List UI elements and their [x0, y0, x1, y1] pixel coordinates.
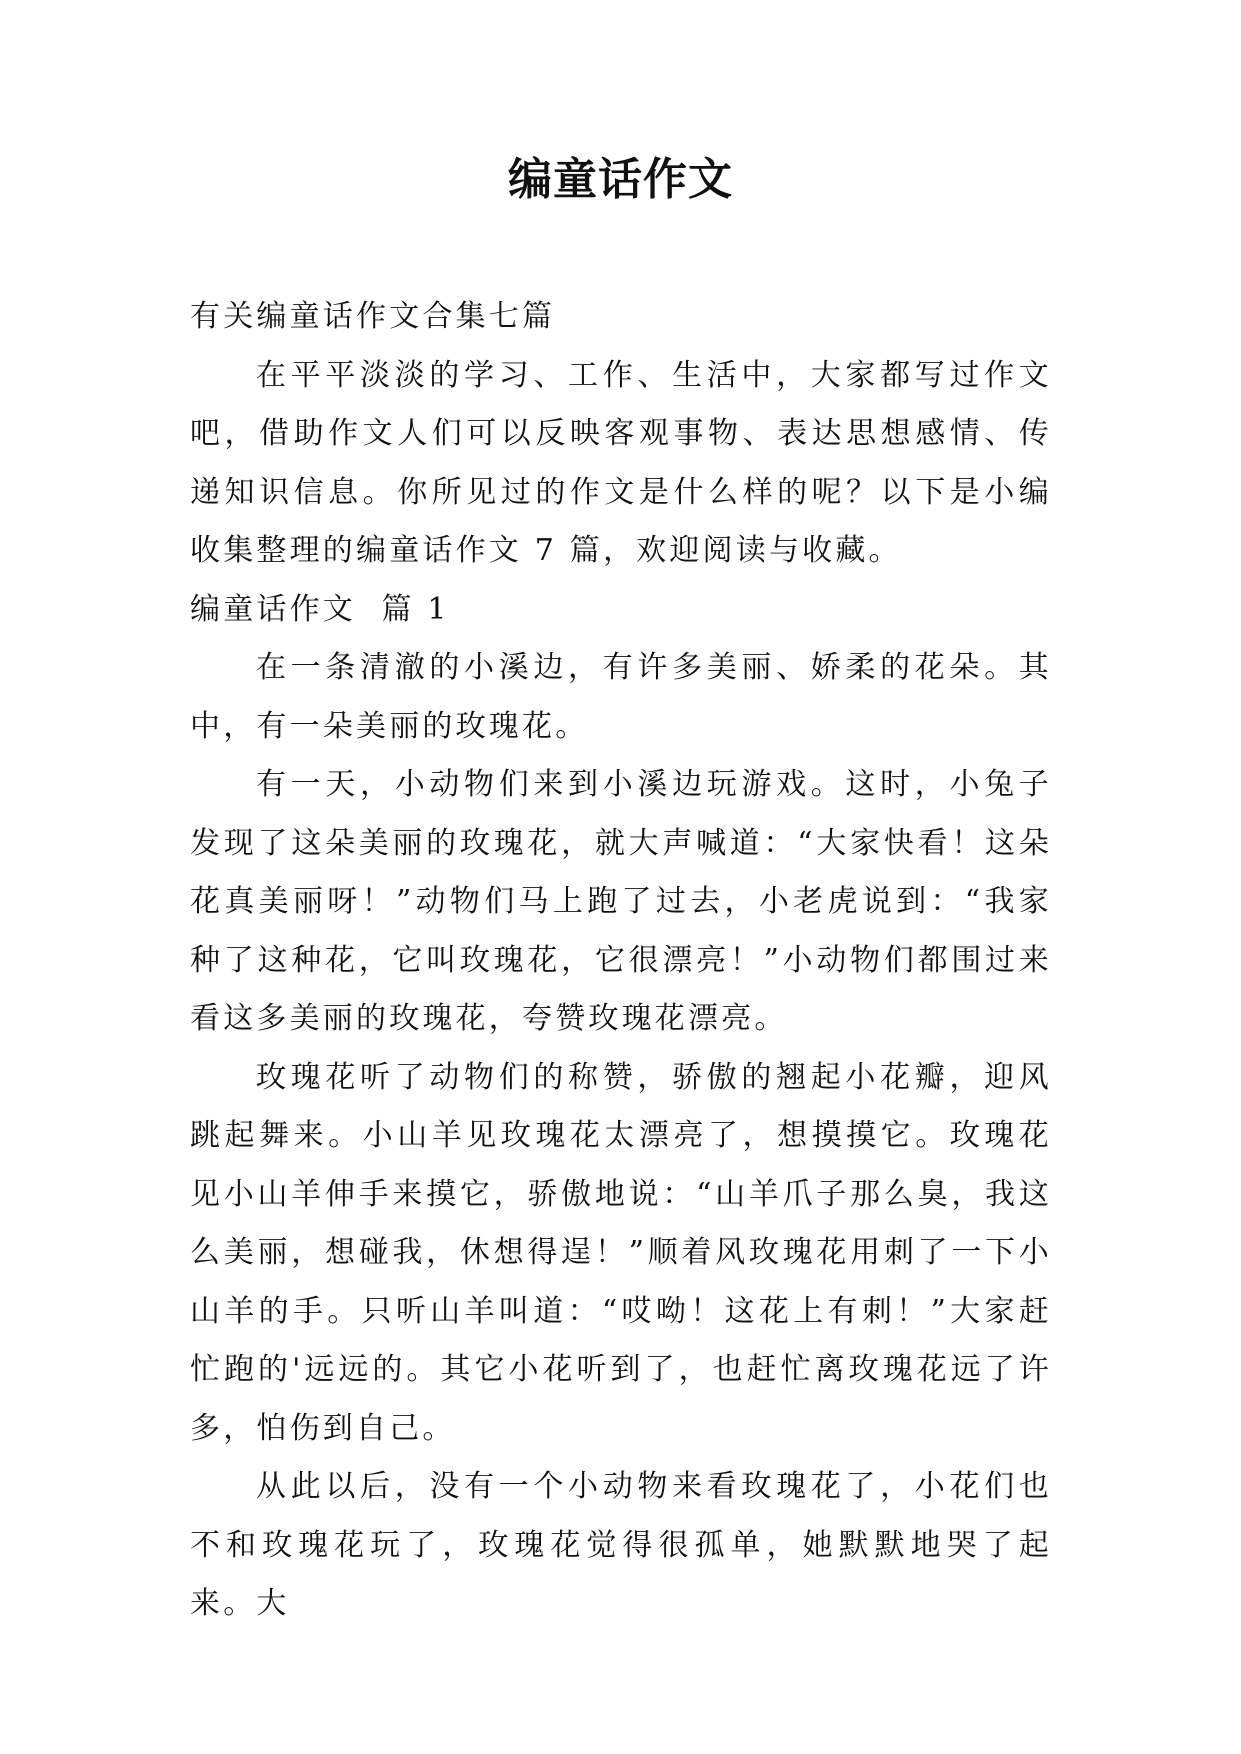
section-heading: 编童话作文 篇 1 [190, 591, 450, 627]
document-title: 编童话作文 [508, 154, 733, 205]
story-paragraph-2: 有一天，小动物们来到小溪边玩游戏。这时，小兔子发现了这朵美丽的玫瑰花，就大声喊道：“大家快看！这朵花真美丽呀！”动物们马上跑了过去，小老虎说到：“我家种了这种花，它叫玫瑰花，它很漂亮！”小动物们都围过来看这多美丽的玫瑰花，夸赞玫瑰花漂亮。 [190, 767, 1052, 1036]
intro-heading: 有关编童话作文合集七篇 [190, 299, 556, 334]
story-paragraph-1: 在一条清澈的小溪边，有许多美丽、娇柔的花朵。其中，有一朵美丽的玫瑰花。 [190, 650, 1052, 744]
intro-paragraph: 在平平淡淡的学习、工作、生活中，大家都写过作文吧，借助作文人们可以反映客观事物、表达思想感情、传递知识信息。你所见过的作文是什么样的呢？以下是小编收集整理的编童话作文 7 篇，欢迎阅读与收藏。 [190, 357, 1052, 568]
document-body [190, 288, 1052, 1634]
story-paragraph-4: 从此以后，没有一个小动物来看玫瑰花了，小花们也不和玫瑰花玩了，玫瑰花觉得很孤单，她默默地哭了起来。大 [190, 1469, 1052, 1621]
story-paragraph-3: 玫瑰花听了动物们的称赞，骄傲的翘起小花瓣，迎风跳起舞来。小山羊见玫瑰花太漂亮了，想摸摸它。玫瑰花见小山羊伸手来摸它，骄傲地说：“山羊爪子那么臭，我这么美丽，想碰我，休想得逞！”顺着风玫瑰花用刺了一下小山羊的手。只听山羊叫道：“哎呦！这花上有刺！”大家赶忙跑的'远远的。其它小花听到了，也赶忙离玫瑰花远了许多，怕伤到自己。 [190, 1059, 1052, 1446]
